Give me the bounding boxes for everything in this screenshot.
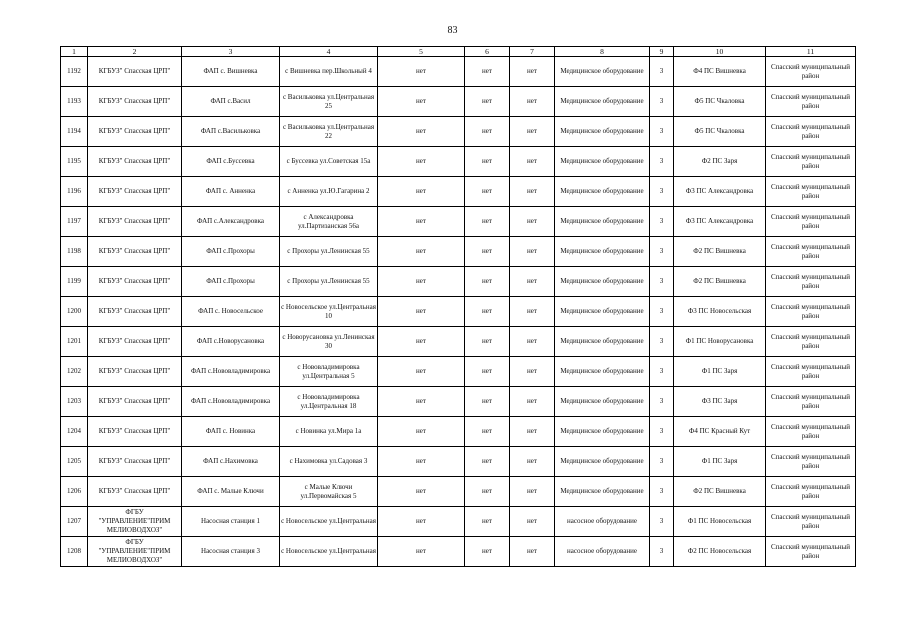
- col7-cell: нет: [510, 207, 555, 237]
- col7-cell: нет: [510, 117, 555, 147]
- table-row: [61, 357, 856, 387]
- facility-cell: ФАП с.Новорусановка: [182, 327, 280, 357]
- col5-cell: нет: [378, 357, 465, 387]
- address-cell: с Новосельское ул.Центральная 10: [280, 297, 378, 327]
- feeder-cell: Ф4 ПС Вишневка: [674, 57, 766, 87]
- table-row: [61, 147, 856, 177]
- col5-cell: нет: [378, 327, 465, 357]
- category-cell: 3: [650, 537, 674, 567]
- page-number: 83: [447, 25, 458, 36]
- col5-cell: нет: [378, 297, 465, 327]
- table-row: [61, 537, 856, 567]
- facility-cell: Насосная станция 1: [182, 507, 280, 537]
- col5-cell: нет: [378, 507, 465, 537]
- table-row: [61, 507, 856, 537]
- col7-cell: нет: [510, 147, 555, 177]
- equipment-cell: Медицинское оборудование: [555, 177, 650, 207]
- row-number-cell: 1202: [61, 357, 88, 387]
- table-row: [61, 297, 856, 327]
- address-cell: с Буссевка ул.Советская 15а: [280, 147, 378, 177]
- column-header: 7: [510, 47, 555, 57]
- feeder-cell: Ф2 ПС Вишневка: [674, 267, 766, 297]
- table-body: [61, 57, 856, 567]
- category-cell: 3: [650, 237, 674, 267]
- equipment-cell: Медицинское оборудование: [555, 327, 650, 357]
- equipment-cell: Медицинское оборудование: [555, 297, 650, 327]
- facility-cell: ФАП с.Александровка: [182, 207, 280, 237]
- address-cell: с Вишневка пер.Школьный 4: [280, 57, 378, 87]
- feeder-cell: Ф5 ПС Чкаловка: [674, 87, 766, 117]
- equipment-cell: Медицинское оборудование: [555, 357, 650, 387]
- feeder-cell: Ф2 ПС Вишневка: [674, 237, 766, 267]
- category-cell: 3: [650, 267, 674, 297]
- col5-cell: нет: [378, 57, 465, 87]
- category-cell: 3: [650, 357, 674, 387]
- facility-cell: ФАП с.Буссевка: [182, 147, 280, 177]
- feeder-cell: Ф3 ПС Заря: [674, 387, 766, 417]
- feeder-cell: Ф3 ПС Новосельская: [674, 297, 766, 327]
- organization-cell: КГБУЗ" Спасская ЦРП": [88, 477, 182, 507]
- district-cell: Спасский муниципальный район: [766, 297, 856, 327]
- address-cell: с Васильковка ул.Центральная 25: [280, 87, 378, 117]
- row-number-cell: 1208: [61, 537, 88, 567]
- feeder-cell: Ф2 ПС Вишневка: [674, 477, 766, 507]
- address-cell: с Нахимовка ул.Садовая 3: [280, 447, 378, 477]
- col6-cell: нет: [465, 297, 510, 327]
- row-number-cell: 1206: [61, 477, 88, 507]
- category-cell: 3: [650, 87, 674, 117]
- row-number-cell: 1196: [61, 177, 88, 207]
- district-cell: Спасский муниципальный район: [766, 387, 856, 417]
- table-row: [61, 237, 856, 267]
- facility-cell: ФАП с. Малые Ключи: [182, 477, 280, 507]
- address-cell: с Нововладимировка ул.Центральная 18: [280, 387, 378, 417]
- col6-cell: нет: [465, 417, 510, 447]
- organization-cell: КГБУЗ" Спасская ЦРП": [88, 177, 182, 207]
- col6-cell: нет: [465, 237, 510, 267]
- equipment-cell: Медицинское оборудование: [555, 237, 650, 267]
- col6-cell: нет: [465, 177, 510, 207]
- col7-cell: нет: [510, 477, 555, 507]
- col5-cell: нет: [378, 387, 465, 417]
- category-cell: 3: [650, 177, 674, 207]
- organization-cell: КГБУЗ" Спасская ЦРП": [88, 267, 182, 297]
- row-number-cell: 1201: [61, 327, 88, 357]
- col6-cell: нет: [465, 117, 510, 147]
- col7-cell: нет: [510, 237, 555, 267]
- district-cell: Спасский муниципальный район: [766, 267, 856, 297]
- organization-cell: КГБУЗ" Спасская ЦРП": [88, 297, 182, 327]
- column-header: 5: [378, 47, 465, 57]
- col6-cell: нет: [465, 537, 510, 567]
- col6-cell: нет: [465, 57, 510, 87]
- facility-cell: ФАП с.Васильковка: [182, 117, 280, 147]
- category-cell: 3: [650, 387, 674, 417]
- organization-cell: КГБУЗ" Спасская ЦРП": [88, 237, 182, 267]
- col7-cell: нет: [510, 447, 555, 477]
- col6-cell: нет: [465, 447, 510, 477]
- col5-cell: нет: [378, 417, 465, 447]
- table-row: [61, 117, 856, 147]
- equipment-cell: Медицинское оборудование: [555, 117, 650, 147]
- district-cell: Спасский муниципальный район: [766, 477, 856, 507]
- equipment-cell: Медицинское оборудование: [555, 477, 650, 507]
- category-cell: 3: [650, 57, 674, 87]
- column-header: 10: [674, 47, 766, 57]
- category-cell: 3: [650, 417, 674, 447]
- district-cell: Спасский муниципальный район: [766, 117, 856, 147]
- feeder-cell: Ф1 ПС Новорусановка: [674, 327, 766, 357]
- col7-cell: нет: [510, 537, 555, 567]
- organization-cell: КГБУЗ" Спасская ЦРП": [88, 447, 182, 477]
- column-header: 8: [555, 47, 650, 57]
- address-cell: с Малые Ключи ул.Первомайская 5: [280, 477, 378, 507]
- address-cell: с Прохоры ул.Ленинская 55: [280, 237, 378, 267]
- col7-cell: нет: [510, 57, 555, 87]
- col6-cell: нет: [465, 507, 510, 537]
- col6-cell: нет: [465, 357, 510, 387]
- row-number-cell: 1193: [61, 87, 88, 117]
- organization-cell: ФГБУ "УПРАВЛЕНИЕ"ПРИМ МЕЛИОВОДХОЗ": [88, 537, 182, 567]
- row-number-cell: 1203: [61, 387, 88, 417]
- col5-cell: нет: [378, 477, 465, 507]
- col5-cell: нет: [378, 237, 465, 267]
- col5-cell: нет: [378, 147, 465, 177]
- organization-cell: КГБУЗ" Спасская ЦРП": [88, 357, 182, 387]
- district-cell: Спасский муниципальный район: [766, 537, 856, 567]
- facility-cell: ФАП с.Прохоры: [182, 267, 280, 297]
- feeder-cell: Ф1 ПС Новосельская: [674, 507, 766, 537]
- organization-cell: КГБУЗ" Спасская ЦРП": [88, 117, 182, 147]
- facility-cell: ФАП с. Новинка: [182, 417, 280, 447]
- col5-cell: нет: [378, 207, 465, 237]
- category-cell: 3: [650, 117, 674, 147]
- facility-cell: ФАП с.Васил: [182, 87, 280, 117]
- organization-cell: КГБУЗ" Спасская ЦРП": [88, 147, 182, 177]
- feeder-cell: Ф2 ПС Заря: [674, 147, 766, 177]
- organization-cell: КГБУЗ" Спасская ЦРП": [88, 57, 182, 87]
- col7-cell: нет: [510, 327, 555, 357]
- col7-cell: нет: [510, 387, 555, 417]
- col6-cell: нет: [465, 207, 510, 237]
- equipment-cell: Медицинское оборудование: [555, 447, 650, 477]
- equipment-cell: Медицинское оборудование: [555, 147, 650, 177]
- row-number-cell: 1200: [61, 297, 88, 327]
- table-row: [61, 447, 856, 477]
- column-header: 11: [766, 47, 856, 57]
- table-row: [61, 417, 856, 447]
- organization-cell: КГБУЗ" Спасская ЦРП": [88, 87, 182, 117]
- col5-cell: нет: [378, 267, 465, 297]
- feeder-cell: Ф3 ПС Александровка: [674, 177, 766, 207]
- facility-cell: Насосная станция 3: [182, 537, 280, 567]
- category-cell: 3: [650, 327, 674, 357]
- row-number-cell: 1204: [61, 417, 88, 447]
- document-table: [60, 46, 856, 567]
- category-cell: 3: [650, 507, 674, 537]
- col5-cell: нет: [378, 537, 465, 567]
- facility-cell: ФАП с. Новосельское: [182, 297, 280, 327]
- equipment-cell: Медицинское оборудование: [555, 417, 650, 447]
- col6-cell: нет: [465, 267, 510, 297]
- row-number-cell: 1205: [61, 447, 88, 477]
- district-cell: Спасский муниципальный район: [766, 177, 856, 207]
- col7-cell: нет: [510, 507, 555, 537]
- col5-cell: нет: [378, 447, 465, 477]
- address-cell: с Васильковка ул.Центральная 22: [280, 117, 378, 147]
- address-cell: с Новосельское ул.Центральная: [280, 507, 378, 537]
- table-row: [61, 177, 856, 207]
- address-cell: с Александровка ул.Партизанская 56а: [280, 207, 378, 237]
- table-row: [61, 327, 856, 357]
- col5-cell: нет: [378, 117, 465, 147]
- address-cell: с Прохоры ул.Ленинская 55: [280, 267, 378, 297]
- category-cell: 3: [650, 297, 674, 327]
- equipment-cell: насосное оборудование: [555, 507, 650, 537]
- row-number-cell: 1195: [61, 147, 88, 177]
- category-cell: 3: [650, 207, 674, 237]
- column-header: 2: [88, 47, 182, 57]
- col5-cell: нет: [378, 177, 465, 207]
- col6-cell: нет: [465, 387, 510, 417]
- equipment-cell: Медицинское оборудование: [555, 207, 650, 237]
- category-cell: 3: [650, 447, 674, 477]
- feeder-cell: Ф1 ПС Заря: [674, 447, 766, 477]
- col6-cell: нет: [465, 87, 510, 117]
- organization-cell: КГБУЗ" Спасская ЦРП": [88, 207, 182, 237]
- district-cell: Спасский муниципальный район: [766, 237, 856, 267]
- district-cell: Спасский муниципальный район: [766, 447, 856, 477]
- table-row: [61, 207, 856, 237]
- organization-cell: КГБУЗ" Спасская ЦРП": [88, 327, 182, 357]
- address-cell: с Новинка ул.Мира 1а: [280, 417, 378, 447]
- address-cell: с Новосельское ул.Центральная: [280, 537, 378, 567]
- table-row: [61, 267, 856, 297]
- category-cell: 3: [650, 147, 674, 177]
- district-cell: Спасский муниципальный район: [766, 507, 856, 537]
- organization-cell: ФГБУ "УПРАВЛЕНИЕ"ПРИМ МЕЛИОВОДХОЗ": [88, 507, 182, 537]
- row-number-cell: 1199: [61, 267, 88, 297]
- facility-cell: ФАП с.Нахимовка: [182, 447, 280, 477]
- district-cell: Спасский муниципальный район: [766, 207, 856, 237]
- equipment-cell: насосное оборудование: [555, 537, 650, 567]
- col6-cell: нет: [465, 147, 510, 177]
- district-cell: Спасский муниципальный район: [766, 417, 856, 447]
- district-cell: Спасский муниципальный район: [766, 327, 856, 357]
- column-header: 9: [650, 47, 674, 57]
- district-cell: Спасский муниципальный район: [766, 57, 856, 87]
- organization-cell: КГБУЗ" Спасская ЦРП": [88, 417, 182, 447]
- equipment-cell: Медицинское оборудование: [555, 267, 650, 297]
- category-cell: 3: [650, 477, 674, 507]
- feeder-cell: Ф3 ПС Александровка: [674, 207, 766, 237]
- col7-cell: нет: [510, 357, 555, 387]
- equipment-cell: Медицинское оборудование: [555, 87, 650, 117]
- table-row: [61, 387, 856, 417]
- row-number-cell: 1194: [61, 117, 88, 147]
- col7-cell: нет: [510, 177, 555, 207]
- col6-cell: нет: [465, 327, 510, 357]
- facility-cell: ФАП с.Нововладимировка: [182, 357, 280, 387]
- row-number-cell: 1207: [61, 507, 88, 537]
- equipment-cell: Медицинское оборудование: [555, 387, 650, 417]
- address-cell: с Нововладимировка ул.Центральная 5: [280, 357, 378, 387]
- column-header: 3: [182, 47, 280, 57]
- address-cell: с Новорусановка ул.Ленинская 30: [280, 327, 378, 357]
- col7-cell: нет: [510, 297, 555, 327]
- district-cell: Спасский муниципальный район: [766, 357, 856, 387]
- table-row: [61, 57, 856, 87]
- feeder-cell: Ф4 ПС Красный Кут: [674, 417, 766, 447]
- column-header: 6: [465, 47, 510, 57]
- feeder-cell: Ф5 ПС Чкаловка: [674, 117, 766, 147]
- col7-cell: нет: [510, 267, 555, 297]
- feeder-cell: Ф2 ПС Новосельская: [674, 537, 766, 567]
- address-cell: с Анненка ул.Ю.Гагарина 2: [280, 177, 378, 207]
- organization-cell: КГБУЗ" Спасская ЦРП": [88, 387, 182, 417]
- col7-cell: нет: [510, 417, 555, 447]
- row-number-cell: 1192: [61, 57, 88, 87]
- table-row: [61, 87, 856, 117]
- equipment-cell: Медицинское оборудование: [555, 57, 650, 87]
- column-header: 4: [280, 47, 378, 57]
- row-number-cell: 1198: [61, 237, 88, 267]
- col5-cell: нет: [378, 87, 465, 117]
- col6-cell: нет: [465, 477, 510, 507]
- feeder-cell: Ф1 ПС Заря: [674, 357, 766, 387]
- col7-cell: нет: [510, 87, 555, 117]
- table-header-row: [61, 47, 856, 57]
- facility-cell: ФАП с. Вишневка: [182, 57, 280, 87]
- facility-cell: ФАП с.Нововладимировка: [182, 387, 280, 417]
- district-cell: Спасский муниципальный район: [766, 147, 856, 177]
- table-row: [61, 477, 856, 507]
- facility-cell: ФАП с. Анненка: [182, 177, 280, 207]
- column-header: 1: [61, 47, 88, 57]
- facility-cell: ФАП с.Прохоры: [182, 237, 280, 267]
- row-number-cell: 1197: [61, 207, 88, 237]
- district-cell: Спасский муниципальный район: [766, 87, 856, 117]
